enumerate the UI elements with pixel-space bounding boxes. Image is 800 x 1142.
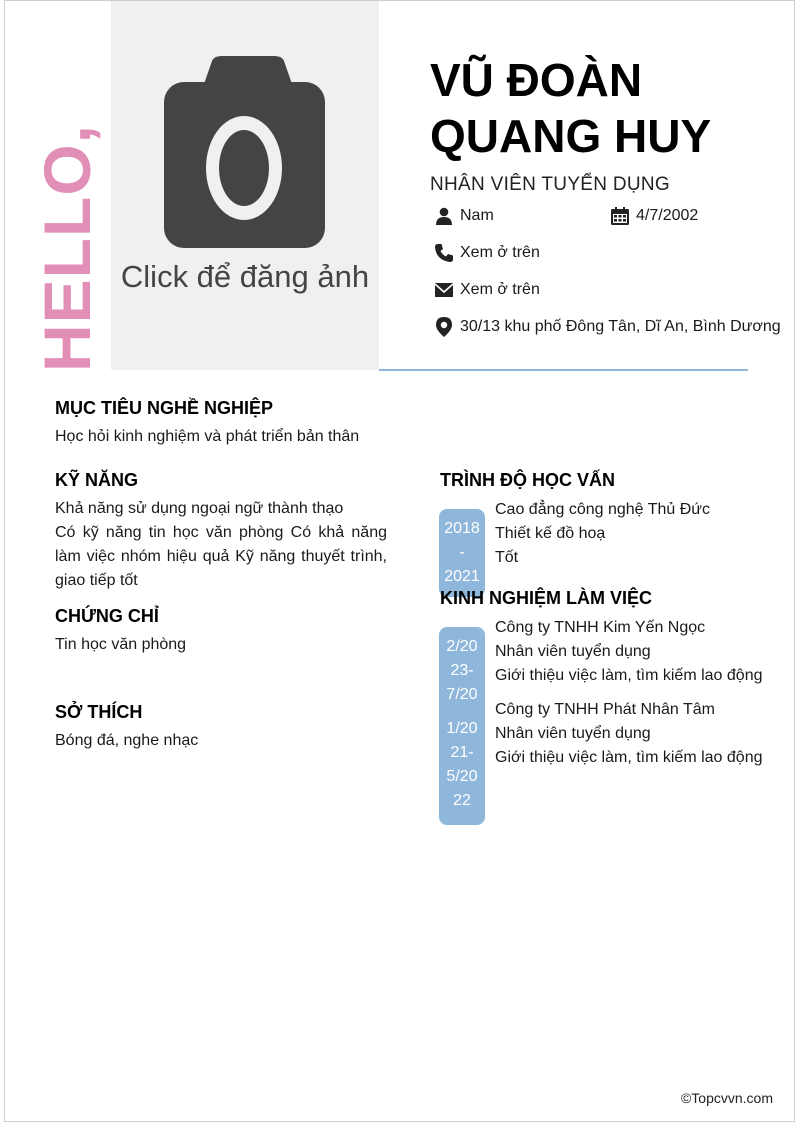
phone-row (434, 243, 540, 263)
job-1-date-part: 7/20 (446, 686, 478, 703)
job-1-date-part: 23- (450, 662, 474, 679)
job-2-date-part: 1/20 (446, 720, 478, 737)
education-date-badge (439, 509, 485, 597)
job-2-date-part: 21- (450, 744, 474, 761)
job-2-description: Giới thiệu việc làm, tìm kiếm lao động (495, 749, 763, 766)
job-1-role: Nhân viên tuyển dụng (495, 643, 651, 660)
gender-value: Nam (460, 207, 494, 224)
address-row (434, 317, 781, 337)
education-major: Thiết kế đồ hoạ (495, 525, 606, 542)
phone-icon (434, 243, 454, 263)
hobbies-text: Bóng đá, nghe nhạc (55, 732, 199, 749)
address-value: 30/13 khu phố Đông Tân, Dĩ An, Bình Dương (460, 318, 781, 335)
job-2-role: Nhân viên tuyển dụng (495, 725, 651, 742)
envelope-icon (434, 280, 454, 300)
education-school: Cao đẳng công nghệ Thủ Đức (495, 501, 711, 518)
candidate-name: VŨ ĐOÀN QUANG HUY (430, 54, 712, 162)
hello-vertical-text: HELLO, (30, 124, 104, 372)
education-heading: TRÌNH ĐỘ HỌC VẤN (440, 470, 615, 490)
skills-line-2: Có kỹ năng tin học văn phòng Có khả năng làm việc nhóm hiệu quả Kỹ năng thuyết trình, giao tiếp tốt (55, 524, 387, 589)
birthdate-value: 4/7/2002 (636, 207, 699, 224)
education-grade: Tốt (495, 549, 519, 566)
email-row (434, 280, 540, 300)
job-2-date-part: 22 (453, 792, 471, 809)
email-value: Xem ở trên (460, 281, 540, 298)
person-icon (434, 206, 454, 226)
photo-upload-caption: Click để đăng ảnh (120, 259, 370, 294)
skills-line-1: Khả năng sử dụng ngoại ngữ thành thạo (55, 500, 344, 517)
badge-spacer (439, 707, 485, 717)
job-2-company: Công ty TNHH Phát Nhân Tâm (495, 701, 715, 718)
education-date-part: 2021 (444, 568, 480, 585)
job-1-date-part: 2/20 (446, 638, 478, 655)
birthdate-row (610, 206, 698, 226)
calendar-icon (610, 206, 630, 226)
objective-text: Học hỏi kinh nghiệm và phát triển bản thân (55, 428, 360, 445)
job-2-date-part: 5/20 (446, 768, 478, 785)
skills-heading: KỸ NĂNG (55, 470, 139, 490)
certificates-heading: CHỨNG CHỈ (55, 606, 159, 626)
gender-row (434, 206, 494, 226)
job-1-description: Giới thiệu việc làm, tìm kiếm lao động (495, 667, 763, 684)
hobbies-heading: SỞ THÍCH (55, 702, 143, 722)
job-title: NHÂN VIÊN TUYỂN DỤNG (430, 174, 671, 195)
experience-heading: KINH NGHIỆM LÀM VIỆC (440, 588, 653, 608)
phone-value: Xem ở trên (460, 244, 540, 261)
objective-heading: MỤC TIÊU NGHỀ NGHIỆP (55, 398, 274, 418)
experience-date-badge (439, 627, 485, 825)
certificates-text: Tin học văn phòng (55, 636, 187, 653)
job-1-company: Công ty TNHH Kim Yến Ngọc (495, 619, 706, 636)
header-divider (379, 369, 748, 371)
camera-icon (164, 56, 326, 250)
footer-copyright[interactable]: ©Topcvvn.com (680, 1090, 773, 1106)
photo-upload-area[interactable] (111, 1, 379, 370)
education-date-part: - (459, 544, 465, 561)
education-date-part: 2018 (444, 520, 480, 537)
location-pin-icon (434, 317, 454, 337)
